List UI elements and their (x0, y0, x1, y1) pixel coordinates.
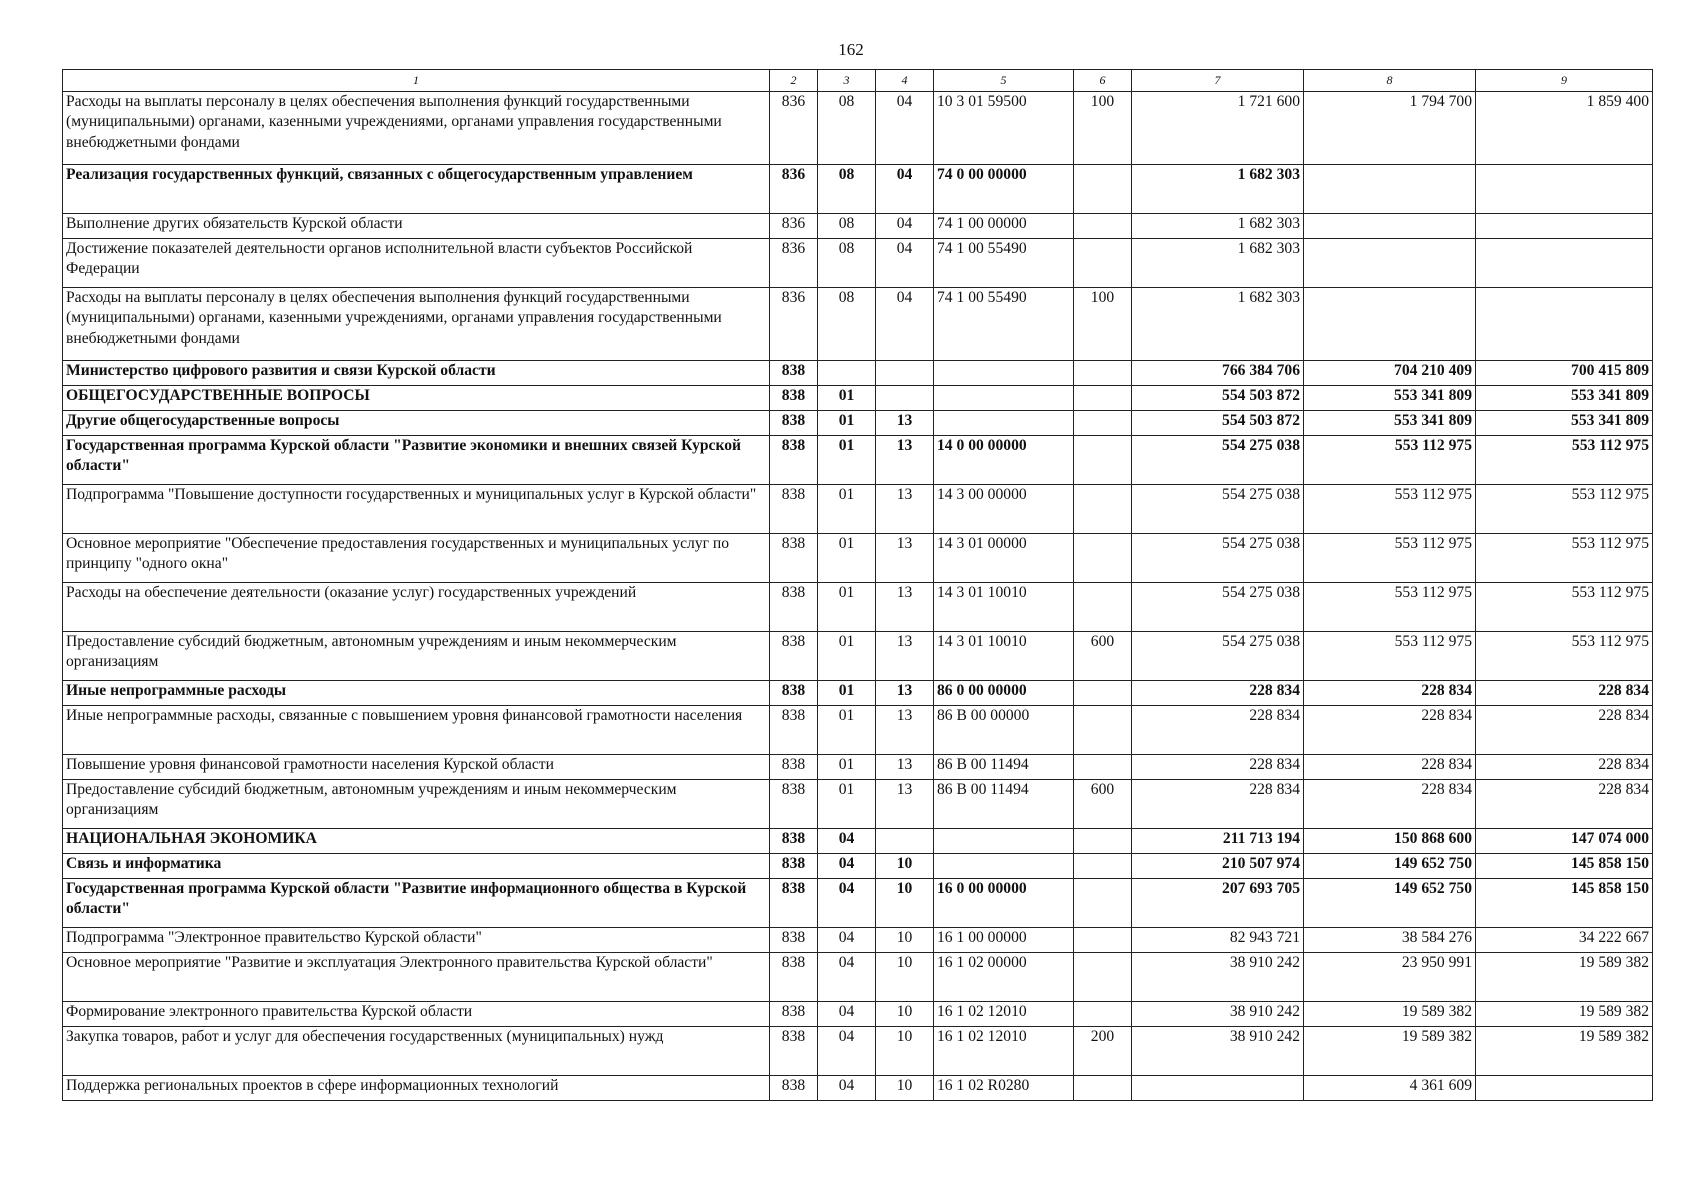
table-row (63, 534, 1653, 583)
row-name: Реализация государственных функций, связанных с общегосударственным управлением (63, 165, 770, 214)
row-name: Расходы на выплаты персоналу в целях обеспечения выполнения функций государственными (муниципальными) органами, казенными учреждениями, органами управления государственными внебюджетными фондами (63, 288, 770, 361)
cell-amount-col9: 1 859 400 (1476, 92, 1653, 165)
cell-amount-col9 (1476, 214, 1653, 239)
cell-amount-col7: 1 721 600 (1132, 92, 1304, 165)
cell-target-article (934, 829, 1074, 854)
row-name: Государственная программа Курской области "Развитие информационного общества в Курской области" (63, 879, 770, 928)
cell-target-article: 74 1 00 55490 (934, 288, 1074, 361)
header-col-8: 8 (1304, 70, 1476, 92)
cell-ministry-code: 838 (770, 928, 818, 953)
cell-section: 01 (818, 386, 876, 411)
cell-amount-col8: 228 834 (1304, 681, 1476, 706)
row-name: Предоставление субсидий бюджетным, автономным учреждениям и иным некоммерческим организациям (63, 780, 770, 829)
cell-ministry-code: 836 (770, 239, 818, 288)
table-row (63, 854, 1653, 879)
cell-section: 04 (818, 928, 876, 953)
cell-section (818, 361, 876, 386)
cell-ministry-code: 836 (770, 288, 818, 361)
cell-subsection: 13 (876, 534, 934, 583)
row-name: Государственная программа Курской области "Развитие экономики и внешних связей Курской области" (63, 436, 770, 485)
cell-subsection: 04 (876, 288, 934, 361)
cell-amount-col8: 38 584 276 (1304, 928, 1476, 953)
table-row (63, 411, 1653, 436)
table-row (63, 1076, 1653, 1101)
cell-section: 01 (818, 485, 876, 534)
cell-amount-col9: 553 112 975 (1476, 583, 1653, 632)
cell-amount-col9 (1476, 165, 1653, 214)
cell-ministry-code: 836 (770, 214, 818, 239)
cell-ministry-code: 838 (770, 681, 818, 706)
cell-amount-col9 (1476, 288, 1653, 361)
table-row (63, 755, 1653, 780)
cell-amount-col7: 210 507 974 (1132, 854, 1304, 879)
cell-target-article (934, 386, 1074, 411)
cell-amount-col9: 700 415 809 (1476, 361, 1653, 386)
cell-amount-col7: 554 503 872 (1132, 386, 1304, 411)
cell-ministry-code: 838 (770, 755, 818, 780)
cell-amount-col7 (1132, 1076, 1304, 1101)
header-col-1: 1 (63, 70, 770, 92)
cell-ministry-code: 838 (770, 583, 818, 632)
cell-ministry-code: 838 (770, 780, 818, 829)
row-name: Иные непрограммные расходы, связанные с повышением уровня финансовой грамотности населения (63, 706, 770, 755)
cell-expense-type: 100 (1074, 92, 1132, 165)
cell-ministry-code: 838 (770, 854, 818, 879)
cell-subsection: 10 (876, 1002, 934, 1027)
cell-amount-col9: 553 341 809 (1476, 386, 1653, 411)
cell-target-article: 86 В 00 00000 (934, 706, 1074, 755)
cell-target-article: 74 1 00 00000 (934, 214, 1074, 239)
row-name: Расходы на выплаты персоналу в целях обеспечения выполнения функций государственными (муниципальными) органами, казенными учреждениями, органами управления государственными внебюджетными фондами (63, 92, 770, 165)
cell-target-article (934, 854, 1074, 879)
cell-amount-col9: 228 834 (1476, 780, 1653, 829)
header-col-9: 9 (1476, 70, 1653, 92)
cell-section: 08 (818, 214, 876, 239)
cell-section: 01 (818, 681, 876, 706)
cell-amount-col7: 554 275 038 (1132, 632, 1304, 681)
cell-section: 01 (818, 436, 876, 485)
table-row (63, 1027, 1653, 1076)
cell-amount-col8: 553 341 809 (1304, 386, 1476, 411)
table-row (63, 928, 1653, 953)
cell-amount-col7: 228 834 (1132, 681, 1304, 706)
cell-amount-col7: 766 384 706 (1132, 361, 1304, 386)
cell-target-article: 16 1 02 R0280 (934, 1076, 1074, 1101)
table-row (63, 829, 1653, 854)
table-row (63, 361, 1653, 386)
table-row (63, 165, 1653, 214)
header-col-3: 3 (818, 70, 876, 92)
cell-subsection (876, 829, 934, 854)
cell-ministry-code: 838 (770, 1076, 818, 1101)
row-name: Расходы на обеспечение деятельности (оказание услуг) государственных учреждений (63, 583, 770, 632)
table-row (63, 681, 1653, 706)
cell-section: 01 (818, 583, 876, 632)
cell-expense-type: 600 (1074, 780, 1132, 829)
cell-target-article: 14 3 01 00000 (934, 534, 1074, 583)
row-name: Подпрограмма "Электронное правительство Курской области" (63, 928, 770, 953)
cell-amount-col9: 228 834 (1476, 755, 1653, 780)
cell-expense-type (1074, 854, 1132, 879)
row-name: Министерство цифрового развития и связи Курской области (63, 361, 770, 386)
cell-amount-col9 (1476, 239, 1653, 288)
cell-expense-type: 600 (1074, 632, 1132, 681)
cell-ministry-code: 838 (770, 485, 818, 534)
cell-amount-col9: 228 834 (1476, 706, 1653, 755)
table-row (63, 953, 1653, 1002)
cell-amount-col9: 553 112 975 (1476, 485, 1653, 534)
table-row (63, 239, 1653, 288)
cell-section: 04 (818, 879, 876, 928)
cell-subsection: 04 (876, 92, 934, 165)
cell-amount-col8: 149 652 750 (1304, 879, 1476, 928)
cell-subsection: 13 (876, 780, 934, 829)
cell-section: 01 (818, 780, 876, 829)
cell-expense-type (1074, 386, 1132, 411)
cell-expense-type: 200 (1074, 1027, 1132, 1076)
table-row (63, 288, 1653, 361)
cell-section: 04 (818, 829, 876, 854)
row-name: Связь и информатика (63, 854, 770, 879)
cell-amount-col7: 228 834 (1132, 755, 1304, 780)
row-name: Основное мероприятие "Развитие и эксплуатация Электронного правительства Курской области" (63, 953, 770, 1002)
table-row (63, 583, 1653, 632)
cell-expense-type (1074, 165, 1132, 214)
cell-expense-type (1074, 1002, 1132, 1027)
cell-amount-col7: 554 503 872 (1132, 411, 1304, 436)
cell-subsection: 10 (876, 953, 934, 1002)
cell-ministry-code: 838 (770, 436, 818, 485)
cell-section: 08 (818, 239, 876, 288)
table-row (63, 92, 1653, 165)
cell-amount-col8: 150 868 600 (1304, 829, 1476, 854)
cell-subsection: 10 (876, 1076, 934, 1101)
cell-section: 04 (818, 854, 876, 879)
cell-amount-col9: 228 834 (1476, 681, 1653, 706)
cell-amount-col7: 207 693 705 (1132, 879, 1304, 928)
row-name: Поддержка региональных проектов в сфере информационных технологий (63, 1076, 770, 1101)
cell-ministry-code: 838 (770, 361, 818, 386)
header-col-4: 4 (876, 70, 934, 92)
cell-amount-col7: 38 910 242 (1132, 1027, 1304, 1076)
budget-table (62, 69, 1653, 1101)
cell-amount-col7: 1 682 303 (1132, 288, 1304, 361)
cell-target-article: 16 0 00 00000 (934, 879, 1074, 928)
cell-expense-type (1074, 755, 1132, 780)
cell-ministry-code: 838 (770, 953, 818, 1002)
cell-target-article: 16 1 02 12010 (934, 1002, 1074, 1027)
cell-expense-type (1074, 928, 1132, 953)
table-row (63, 780, 1653, 829)
cell-amount-col7: 554 275 038 (1132, 534, 1304, 583)
cell-section: 04 (818, 1076, 876, 1101)
cell-amount-col9: 145 858 150 (1476, 854, 1653, 879)
cell-subsection: 04 (876, 214, 934, 239)
header-col-6: 6 (1074, 70, 1132, 92)
cell-amount-col9: 19 589 382 (1476, 1027, 1653, 1076)
cell-ministry-code: 838 (770, 386, 818, 411)
cell-target-article: 14 3 01 10010 (934, 632, 1074, 681)
cell-target-article: 16 1 00 00000 (934, 928, 1074, 953)
cell-ministry-code: 836 (770, 92, 818, 165)
header-row (63, 70, 1653, 92)
cell-amount-col8: 553 341 809 (1304, 411, 1476, 436)
row-name: Иные непрограммные расходы (63, 681, 770, 706)
cell-subsection: 13 (876, 681, 934, 706)
cell-subsection: 13 (876, 755, 934, 780)
cell-section: 08 (818, 288, 876, 361)
cell-target-article (934, 361, 1074, 386)
cell-subsection: 13 (876, 632, 934, 681)
cell-subsection: 13 (876, 583, 934, 632)
cell-subsection: 10 (876, 928, 934, 953)
header-col-5: 5 (934, 70, 1074, 92)
cell-amount-col8: 19 589 382 (1304, 1002, 1476, 1027)
cell-amount-col8 (1304, 288, 1476, 361)
row-name: Формирование электронного правительства Курской области (63, 1002, 770, 1027)
cell-amount-col7: 554 275 038 (1132, 583, 1304, 632)
table-row (63, 386, 1653, 411)
cell-expense-type (1074, 583, 1132, 632)
cell-section: 01 (818, 411, 876, 436)
cell-amount-col8: 704 210 409 (1304, 361, 1476, 386)
cell-amount-col7: 554 275 038 (1132, 485, 1304, 534)
cell-target-article: 16 1 02 00000 (934, 953, 1074, 1002)
cell-amount-col9 (1476, 1076, 1653, 1101)
cell-amount-col7: 38 910 242 (1132, 1002, 1304, 1027)
cell-subsection (876, 386, 934, 411)
cell-amount-col8: 19 589 382 (1304, 1027, 1476, 1076)
cell-ministry-code: 836 (770, 165, 818, 214)
cell-ministry-code: 838 (770, 632, 818, 681)
cell-subsection: 10 (876, 854, 934, 879)
cell-target-article: 74 1 00 55490 (934, 239, 1074, 288)
cell-section: 01 (818, 755, 876, 780)
cell-amount-col8: 553 112 975 (1304, 632, 1476, 681)
cell-section: 04 (818, 1027, 876, 1076)
cell-ministry-code: 838 (770, 1002, 818, 1027)
cell-amount-col7: 211 713 194 (1132, 829, 1304, 854)
cell-amount-col7: 228 834 (1132, 706, 1304, 755)
row-name: Достижение показателей деятельности органов исполнительной власти субъектов Российской Федерации (63, 239, 770, 288)
cell-expense-type (1074, 953, 1132, 1002)
cell-amount-col9: 19 589 382 (1476, 1002, 1653, 1027)
cell-subsection: 10 (876, 1027, 934, 1076)
cell-subsection: 13 (876, 436, 934, 485)
cell-section: 01 (818, 706, 876, 755)
cell-section: 08 (818, 165, 876, 214)
cell-target-article: 14 3 01 10010 (934, 583, 1074, 632)
cell-amount-col9: 34 222 667 (1476, 928, 1653, 953)
cell-amount-col8: 1 794 700 (1304, 92, 1476, 165)
cell-amount-col8: 4 361 609 (1304, 1076, 1476, 1101)
cell-amount-col8: 553 112 975 (1304, 485, 1476, 534)
cell-subsection: 04 (876, 239, 934, 288)
cell-amount-col8 (1304, 239, 1476, 288)
cell-subsection: 04 (876, 165, 934, 214)
page-number: 162 (838, 40, 864, 59)
cell-amount-col7: 82 943 721 (1132, 928, 1304, 953)
cell-ministry-code: 838 (770, 411, 818, 436)
cell-ministry-code: 838 (770, 706, 818, 755)
cell-amount-col8: 228 834 (1304, 755, 1476, 780)
row-name: Основное мероприятие "Обеспечение предоставления государственных и муниципальных услуг по принципу "одного окна" (63, 534, 770, 583)
table-row (63, 706, 1653, 755)
cell-amount-col7: 228 834 (1132, 780, 1304, 829)
row-name: Подпрограмма "Повышение доступности государственных и муниципальных услуг в Курской области" (63, 485, 770, 534)
cell-target-article (934, 411, 1074, 436)
cell-expense-type (1074, 361, 1132, 386)
cell-target-article: 86 В 00 11494 (934, 755, 1074, 780)
row-name: Предоставление субсидий бюджетным, автономным учреждениям и иным некоммерческим организациям (63, 632, 770, 681)
cell-amount-col8: 228 834 (1304, 780, 1476, 829)
cell-target-article: 10 3 01 59500 (934, 92, 1074, 165)
cell-subsection: 13 (876, 411, 934, 436)
cell-amount-col7: 38 910 242 (1132, 953, 1304, 1002)
cell-subsection: 13 (876, 485, 934, 534)
cell-amount-col7: 1 682 303 (1132, 239, 1304, 288)
cell-target-article: 86 0 00 00000 (934, 681, 1074, 706)
cell-amount-col9: 147 074 000 (1476, 829, 1653, 854)
cell-amount-col9: 553 112 975 (1476, 436, 1653, 485)
cell-expense-type: 100 (1074, 288, 1132, 361)
cell-section: 01 (818, 632, 876, 681)
cell-ministry-code: 838 (770, 829, 818, 854)
row-name: Выполнение других обязательств Курской области (63, 214, 770, 239)
cell-amount-col8: 228 834 (1304, 706, 1476, 755)
table-row (63, 436, 1653, 485)
cell-expense-type (1074, 1076, 1132, 1101)
cell-amount-col9: 19 589 382 (1476, 953, 1653, 1002)
cell-expense-type (1074, 879, 1132, 928)
header-col-2: 2 (770, 70, 818, 92)
table-row (63, 879, 1653, 928)
cell-expense-type (1074, 436, 1132, 485)
cell-expense-type (1074, 681, 1132, 706)
cell-amount-col7: 1 682 303 (1132, 214, 1304, 239)
cell-amount-col8: 553 112 975 (1304, 534, 1476, 583)
cell-expense-type (1074, 411, 1132, 436)
cell-amount-col9: 553 112 975 (1476, 534, 1653, 583)
table-row (63, 214, 1653, 239)
table-row (63, 485, 1653, 534)
cell-expense-type (1074, 534, 1132, 583)
cell-subsection (876, 361, 934, 386)
cell-target-article: 14 0 00 00000 (934, 436, 1074, 485)
cell-amount-col7: 554 275 038 (1132, 436, 1304, 485)
row-name: Закупка товаров, работ и услуг для обеспечения государственных (муниципальных) нужд (63, 1027, 770, 1076)
cell-expense-type (1074, 829, 1132, 854)
cell-section: 04 (818, 953, 876, 1002)
table-row (63, 1002, 1653, 1027)
cell-expense-type (1074, 485, 1132, 534)
cell-subsection: 10 (876, 879, 934, 928)
cell-amount-col8: 553 112 975 (1304, 436, 1476, 485)
cell-subsection: 13 (876, 706, 934, 755)
cell-expense-type (1074, 706, 1132, 755)
cell-section: 08 (818, 92, 876, 165)
cell-target-article: 86 В 00 11494 (934, 780, 1074, 829)
cell-amount-col8: 149 652 750 (1304, 854, 1476, 879)
row-name: Другие общегосударственные вопросы (63, 411, 770, 436)
row-name: НАЦИОНАЛЬНАЯ ЭКОНОМИКА (63, 829, 770, 854)
cell-target-article: 74 0 00 00000 (934, 165, 1074, 214)
table-row (63, 632, 1653, 681)
cell-amount-col9: 553 341 809 (1476, 411, 1653, 436)
cell-amount-col8: 553 112 975 (1304, 583, 1476, 632)
cell-amount-col9: 553 112 975 (1476, 632, 1653, 681)
cell-expense-type (1074, 214, 1132, 239)
cell-section: 04 (818, 1002, 876, 1027)
table-body (63, 92, 1653, 1101)
cell-target-article: 14 3 00 00000 (934, 485, 1074, 534)
cell-amount-col8 (1304, 214, 1476, 239)
cell-ministry-code: 838 (770, 534, 818, 583)
cell-ministry-code: 838 (770, 1027, 818, 1076)
cell-section: 01 (818, 534, 876, 583)
cell-amount-col8: 23 950 991 (1304, 953, 1476, 1002)
cell-expense-type (1074, 239, 1132, 288)
cell-amount-col7: 1 682 303 (1132, 165, 1304, 214)
row-name: Повышение уровня финансовой грамотности населения Курской области (63, 755, 770, 780)
cell-amount-col9: 145 858 150 (1476, 879, 1653, 928)
cell-ministry-code: 838 (770, 879, 818, 928)
header-col-7: 7 (1132, 70, 1304, 92)
cell-amount-col8 (1304, 165, 1476, 214)
row-name: ОБЩЕГОСУДАРСТВЕННЫЕ ВОПРОСЫ (63, 386, 770, 411)
cell-target-article: 16 1 02 12010 (934, 1027, 1074, 1076)
